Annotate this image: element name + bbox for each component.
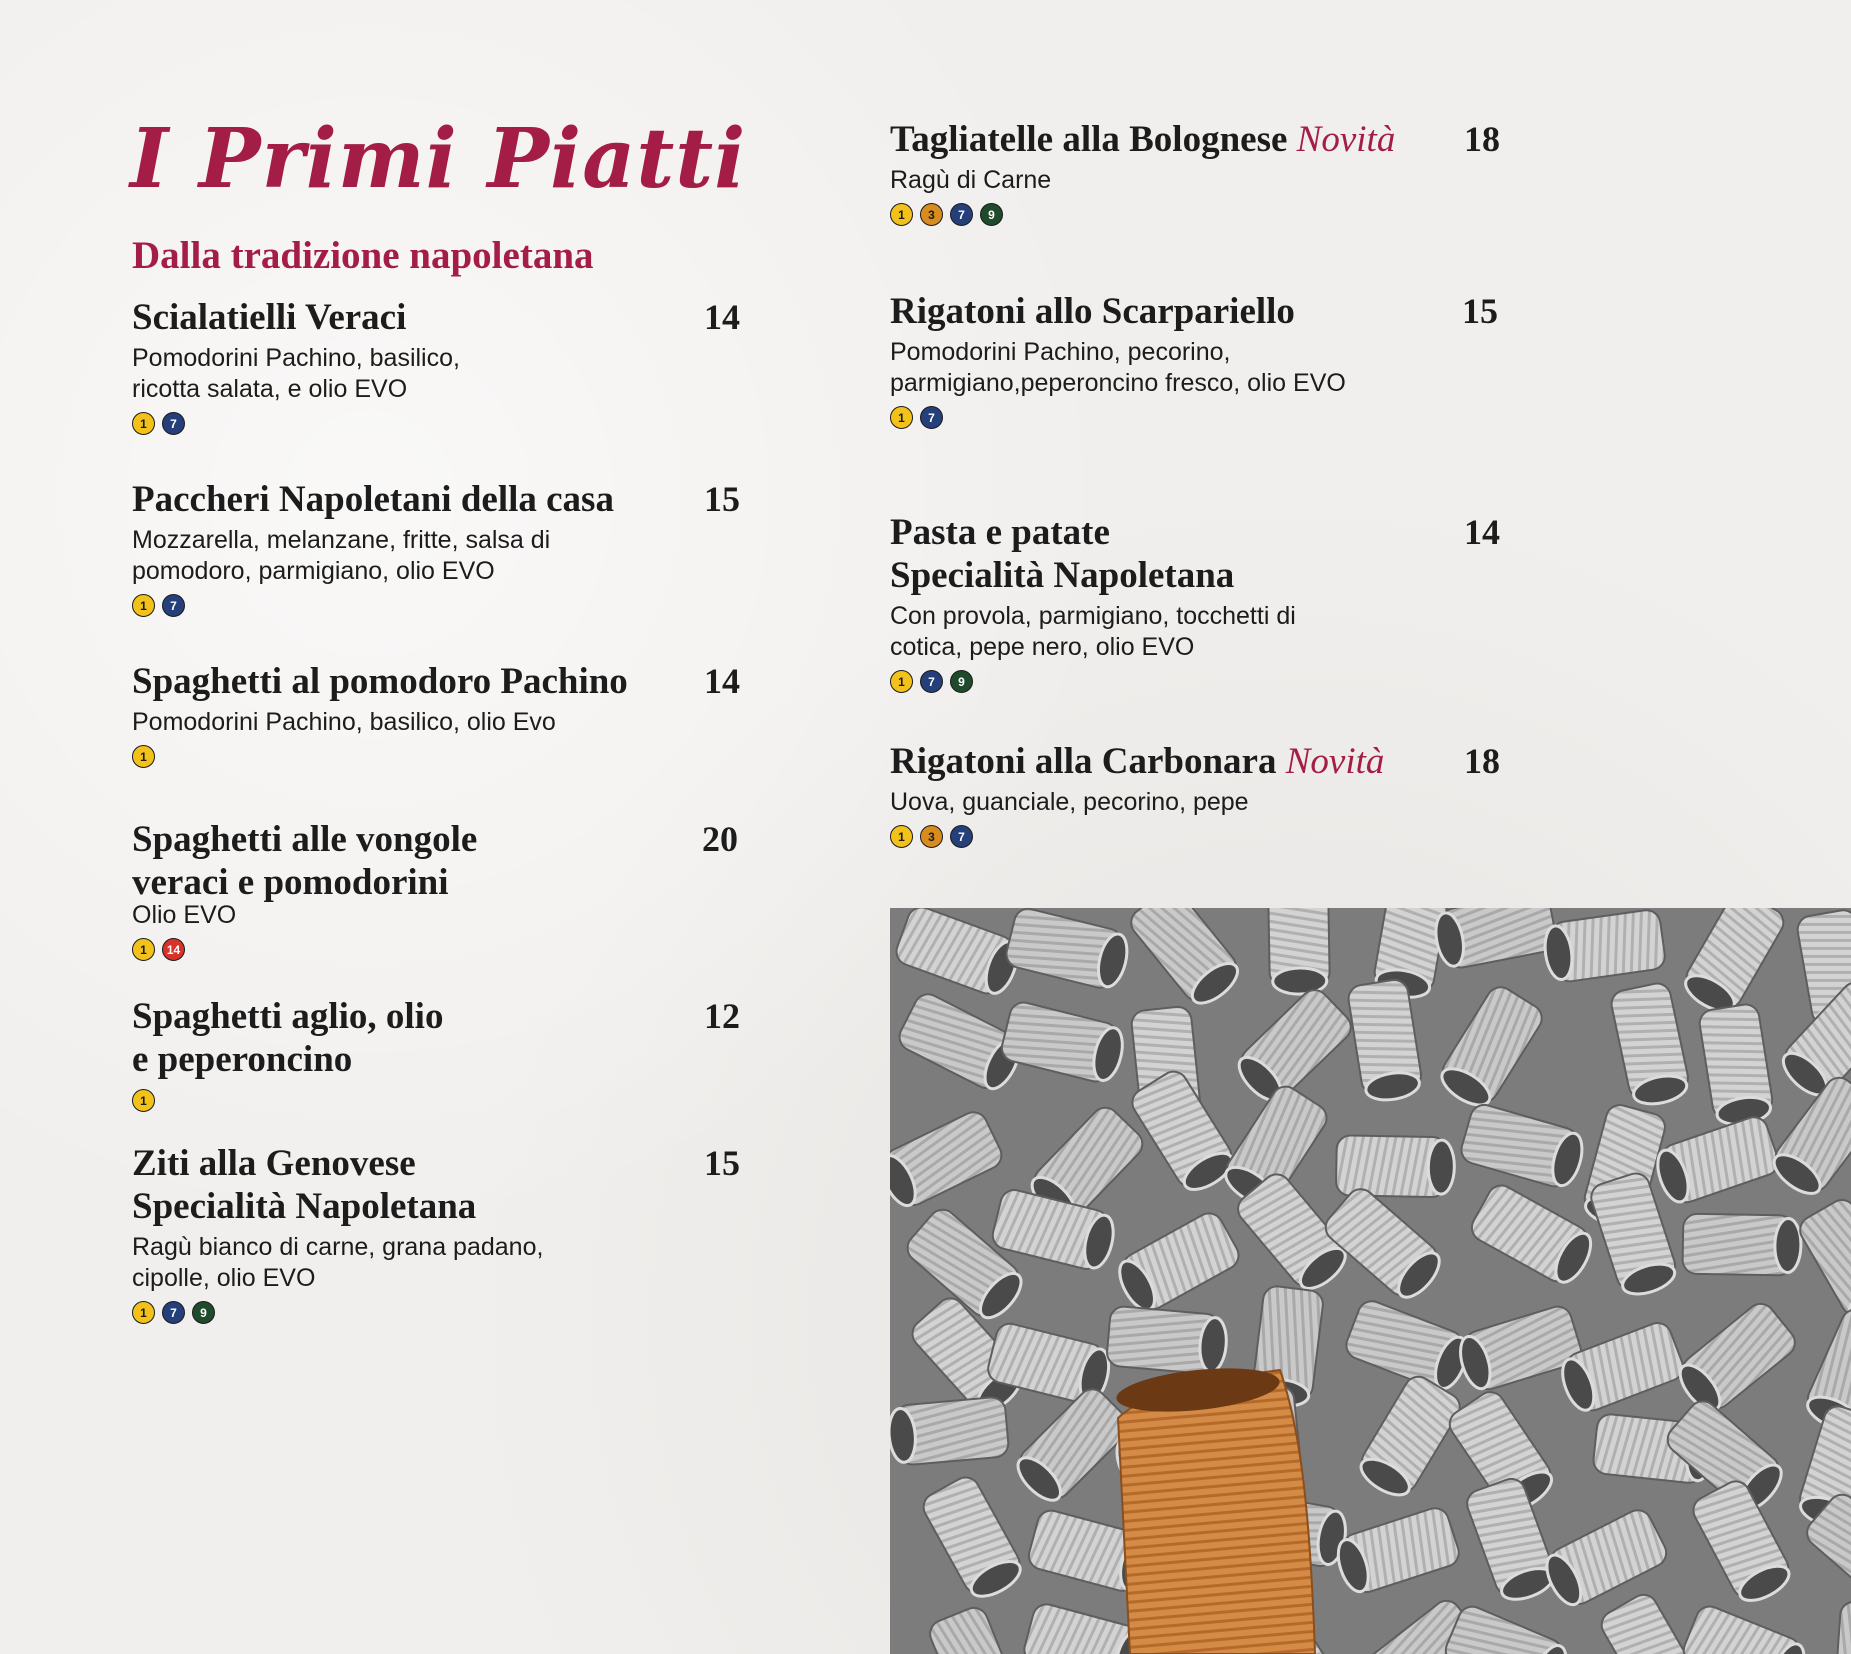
allergen-list xyxy=(132,1089,742,1112)
allergen-list xyxy=(132,938,742,961)
allergen-badge: 9 xyxy=(950,670,973,693)
item-description: Pomodorini Pachino, basilico, olio Evo xyxy=(132,708,556,736)
item-description: Pomodorini Pachino, pecorino, parmigiano,peperoncino fresco, olio EVO xyxy=(890,338,1346,397)
menu-item-rigatoni-carbonara xyxy=(890,740,1510,848)
allergen-list xyxy=(132,412,742,435)
allergen-badge: 1 xyxy=(132,412,155,435)
allergen-badge: 1 xyxy=(132,1301,155,1324)
item-price: 14 xyxy=(704,297,740,337)
menu-item-paccheri xyxy=(132,478,742,617)
item-price: 15 xyxy=(704,1143,740,1183)
pasta-tube xyxy=(1682,1214,1801,1276)
novita-tag: Novità xyxy=(1285,741,1385,782)
allergen-list xyxy=(890,406,1510,429)
item-description: Ragù bianco di carne, grana padano, cipolle, olio EVO xyxy=(132,1233,544,1292)
item-price: 14 xyxy=(1464,512,1500,552)
allergen-badge: 1 xyxy=(132,1089,155,1112)
allergen-badge: 7 xyxy=(920,670,943,693)
menu-item-tagliatelle xyxy=(890,118,1510,226)
menu-item-spaghetti-pomodoro xyxy=(132,660,742,768)
allergen-badge: 1 xyxy=(890,825,913,848)
allergen-list xyxy=(132,594,742,617)
allergen-list xyxy=(132,745,742,768)
allergen-badge: 3 xyxy=(920,825,943,848)
item-description: Con provola, parmigiano, tocchetti di cotica, pepe nero, olio EVO xyxy=(890,602,1296,661)
allergen-badge: 7 xyxy=(162,1301,185,1324)
menu-item-pasta-patate xyxy=(890,511,1510,693)
item-price: 15 xyxy=(704,479,740,519)
allergen-badge: 7 xyxy=(950,203,973,226)
allergen-badge: 9 xyxy=(192,1301,215,1324)
menu-item-ziti-genovese xyxy=(132,1142,742,1324)
allergen-badge: 7 xyxy=(920,406,943,429)
allergen-badge: 1 xyxy=(132,594,155,617)
orange-pasta xyxy=(1114,1362,1315,1654)
item-name: Spaghetti alle vongole veraci e pomodorini xyxy=(132,819,478,903)
item-name: Scialatielli Veraci xyxy=(132,297,407,338)
item-price: 12 xyxy=(704,996,740,1036)
item-description: Olio EVO xyxy=(132,901,237,929)
allergen-list xyxy=(132,1301,742,1324)
item-price: 18 xyxy=(1464,741,1500,781)
allergen-badge: 1 xyxy=(132,745,155,768)
item-description: Pomodorini Pachino, basilico, ricotta salata, e olio EVO xyxy=(132,344,460,403)
item-name: Ziti alla Genovese Specialità Napoletana xyxy=(132,1143,477,1227)
allergen-badge: 1 xyxy=(890,406,913,429)
menu-item-scialatielli xyxy=(132,296,742,435)
item-price: 18 xyxy=(1464,119,1500,159)
allergen-list xyxy=(890,203,1510,226)
pasta-tube xyxy=(1106,1305,1229,1375)
pasta-photo-illustration xyxy=(890,908,1851,1654)
allergen-list xyxy=(890,825,1510,848)
menu-item-spaghetti-vongole xyxy=(132,818,742,961)
allergen-badge: 1 xyxy=(890,203,913,226)
allergen-badge: 7 xyxy=(162,412,185,435)
pasta-tube xyxy=(1268,908,1330,995)
menu-item-spaghetti-aglio xyxy=(132,995,742,1112)
item-price: 14 xyxy=(704,661,740,701)
allergen-badge: 9 xyxy=(980,203,1003,226)
allergen-badge: 7 xyxy=(162,594,185,617)
item-name: Paccheri Napoletani della casa xyxy=(132,479,614,520)
item-name: Spaghetti al pomodoro Pachino xyxy=(132,661,628,702)
item-name xyxy=(890,740,1510,783)
menu-item-rigatoni-scarpariello xyxy=(890,290,1510,429)
item-price: 15 xyxy=(1462,291,1498,331)
item-description: Mozzarella, melanzane, fritte, salsa di pomodoro, parmigiano, olio EVO xyxy=(132,526,551,585)
allergen-badge: 7 xyxy=(950,825,973,848)
item-description: Ragù di Carne xyxy=(890,166,1052,194)
allergen-badge: 14 xyxy=(162,938,185,961)
page-subtitle: Dalla tradizione napoletana xyxy=(132,234,594,277)
page-title: I Primi Piatti xyxy=(130,111,747,207)
novita-tag: Novità xyxy=(1296,119,1396,160)
allergen-list xyxy=(890,670,1510,693)
item-name: Rigatoni allo Scarpariello xyxy=(890,291,1295,332)
pasta-photo xyxy=(890,908,1851,1654)
item-description: Uova, guanciale, pecorino, pepe xyxy=(890,788,1249,816)
item-name xyxy=(890,118,1510,161)
item-name-text: Tagliatelle alla Bolognese xyxy=(890,119,1288,160)
item-name-text: Rigatoni alla Carbonara xyxy=(890,741,1277,782)
allergen-badge: 1 xyxy=(132,938,155,961)
allergen-badge: 3 xyxy=(920,203,943,226)
item-name: Pasta e patate Specialità Napoletana xyxy=(890,512,1235,596)
item-name: Spaghetti aglio, olio e peperoncino xyxy=(132,996,444,1080)
pasta-tube xyxy=(1336,1135,1455,1197)
allergen-badge: 1 xyxy=(890,670,913,693)
item-price: 20 xyxy=(702,819,738,859)
pasta-tube xyxy=(890,1396,1009,1466)
